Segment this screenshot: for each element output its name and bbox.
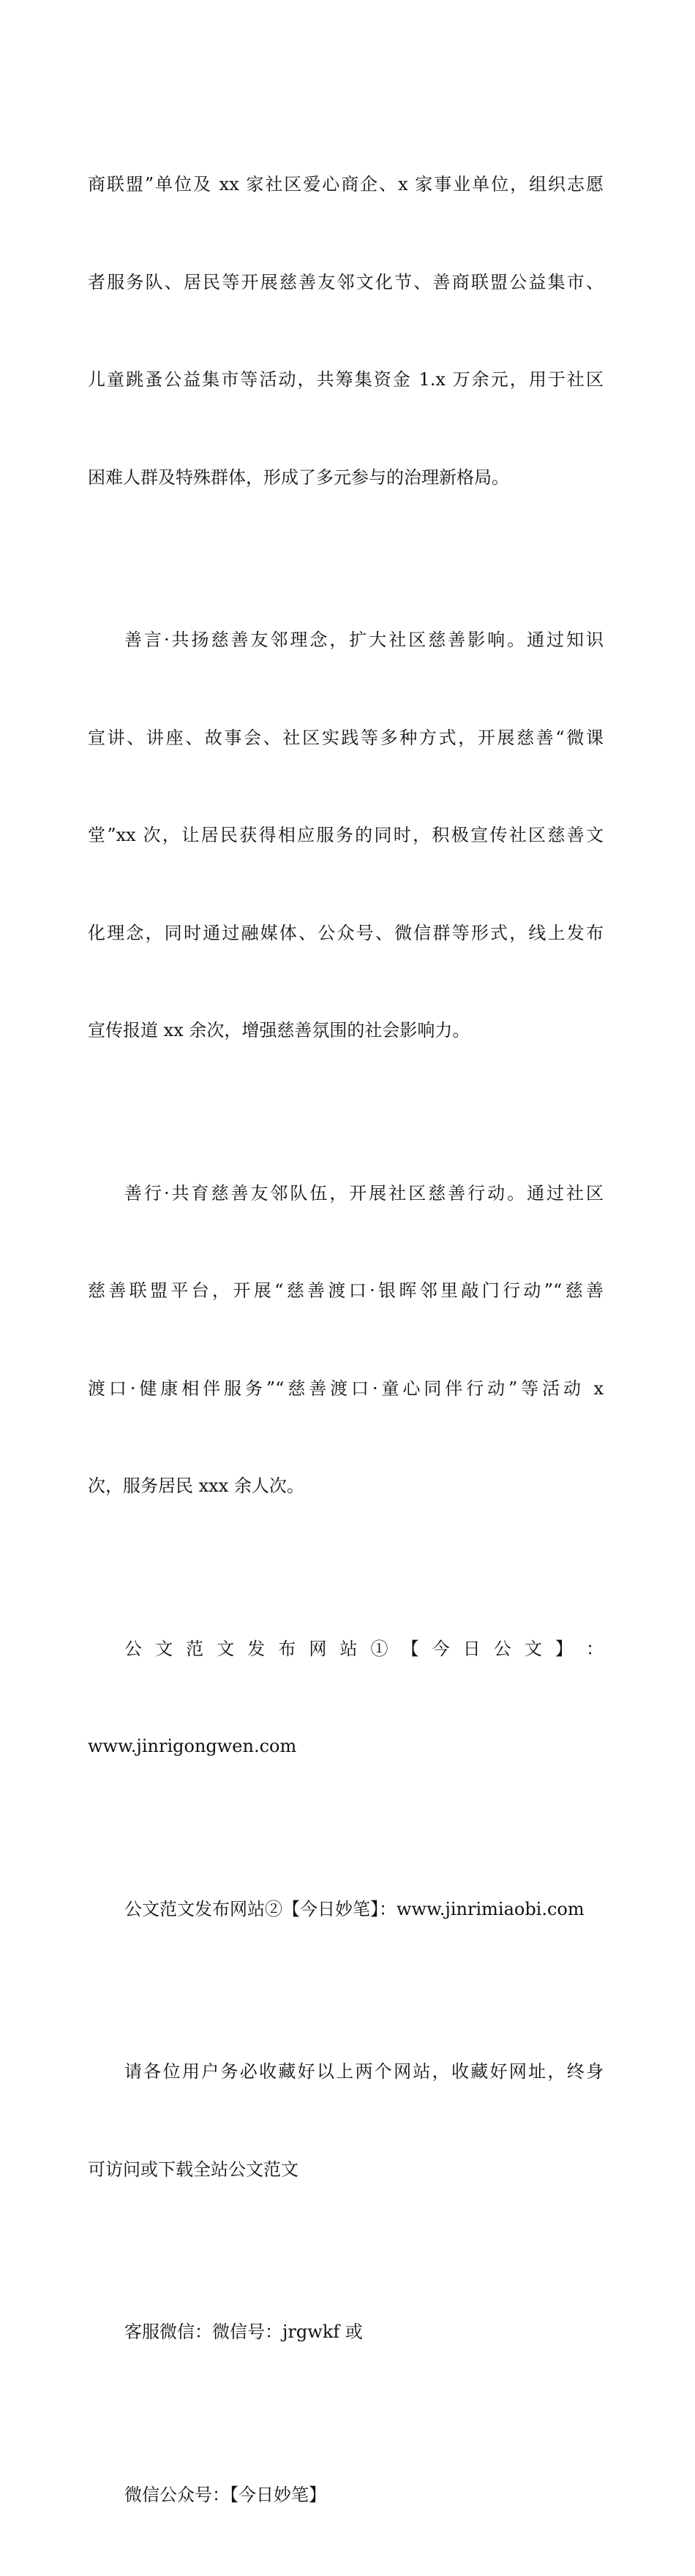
text-line: 困难人群及特殊群体，形成了多元参与的治理新格局。	[88, 461, 604, 494]
text-line: 善行·共育慈善友邻队伍，开展社区慈善行动。通过社区	[88, 1177, 604, 1210]
paragraph-wechat-service	[88, 2251, 604, 2414]
paragraph-wechat-account	[88, 2414, 604, 2576]
paragraph-website-one	[88, 1568, 604, 1828]
document-page	[0, 0, 695, 983]
text-line: 宣讲、讲座、故事会、社区实践等多种方式，开展慈善“微课	[88, 722, 604, 755]
wechat-account-text: 微信公众号：【今日妙笔】	[88, 2479, 604, 2512]
text-line: 请各位用户务必收藏好以上两个网站，收藏好网址，终身	[88, 2055, 604, 2088]
wechat-id-text: 客服微信：微信号：jrgwkf 或	[88, 2316, 604, 2349]
paragraph-website-two	[88, 1828, 604, 1991]
paragraph-charity-words	[88, 559, 604, 1112]
document-body	[88, 103, 604, 2576]
text-line: 公 文 范 文 发 布 网 站 ① 【 今 日 公 文 】 ：	[88, 1633, 604, 1666]
paragraph-bookmark-notice	[88, 1990, 604, 2251]
text-line: 者服务队、居民等开展慈善友邻文化节、善商联盟公益集市、	[88, 266, 604, 299]
text-line: 儿童跳蚤公益集市等活动，共筹集资金 1.x 万余元，用于社区	[88, 363, 604, 396]
text-line: 化理念，同时通过融媒体、公众号、微信群等形式，线上发布	[88, 917, 604, 950]
text-line: 堂”xx 次，让居民获得相应服务的同时，积极宣传社区慈善文	[88, 819, 604, 852]
text-line: 渡口·健康相伴服务”“慈善渡口·童心同伴行动”等活动 x	[88, 1372, 604, 1405]
text-line: 商联盟”单位及 xx 家社区爱心商企、x 家事业单位，组织志愿	[88, 168, 604, 201]
website-url-one: www.jinrigongwen.com	[88, 1730, 604, 1763]
text-line: 次，服务居民 xxx 余人次。	[88, 1470, 604, 1503]
text-line: 可访问或下载全站公文范文	[88, 2153, 604, 2186]
paragraph-charity-alliance	[88, 103, 604, 559]
text-line: 宣传报道 xx 余次，增强慈善氛围的社会影响力。	[88, 1014, 604, 1047]
website-url-two: 公文范文发布网站②【今日妙笔】：www.jinrimiaobi.com	[88, 1893, 604, 1926]
paragraph-charity-actions	[88, 1112, 604, 1568]
text-line: 善言·共扬慈善友邻理念，扩大社区慈善影响。通过知识	[88, 624, 604, 657]
text-line: 慈善联盟平台，开展“慈善渡口·银晖邻里敲门行动”“慈善	[88, 1274, 604, 1307]
